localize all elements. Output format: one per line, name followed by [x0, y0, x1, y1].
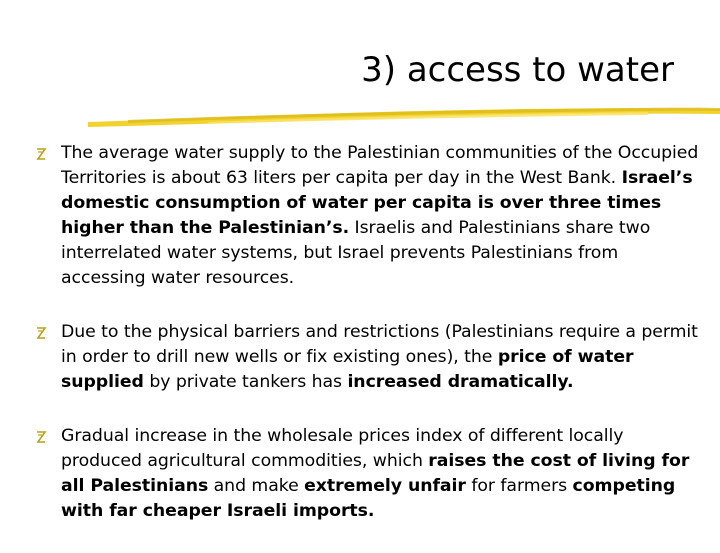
bullet-text: and make: [208, 476, 305, 496]
title-underline-brushstroke: [88, 100, 720, 130]
bullet-text: The average water supply to the Palestinian communities of the Occupied Territories is about 63 liters per capita per day in the West Bank.: [61, 143, 699, 188]
bullet-text-emphasis: price of water supplied: [61, 347, 634, 392]
slide-title: 3) access to water: [361, 50, 674, 90]
bullet-item: [32, 141, 702, 291]
bullet-text-emphasis: Israel’s domestic consumption of water per capita is over three times higher than the Palestinian’s.: [61, 168, 693, 238]
z-bullet-icon: [32, 141, 50, 166]
bullet-text: by private tankers has: [143, 372, 348, 392]
bullet-text: for farmers: [465, 476, 573, 496]
bullet-text: Israelis and Palestinians share two interrelated water systems, but Israel prevents Palestinians from accessing water resources.: [61, 218, 651, 288]
bullet-item: [32, 424, 702, 524]
z-bullet-icon: [32, 320, 50, 345]
bullet-text-emphasis: competing with far cheaper Israeli imports.: [61, 476, 676, 521]
bullet-item: [32, 320, 702, 395]
bullet-text: Due to the physical barriers and restrictions (Palestinians require a permit in order to drill new wells or fix existing ones), the: [61, 322, 698, 367]
bullet-text-emphasis: increased dramatically.: [347, 372, 574, 392]
bullet-list: [32, 141, 702, 553]
bullet-text-emphasis: raises the cost of living for all Palestinians: [61, 451, 690, 496]
bullet-text-emphasis: extremely unfair: [304, 476, 466, 496]
z-bullet-icon: [32, 424, 50, 449]
bullet-text: Gradual increase in the wholesale prices index of different locally produced agricultural commodities, which: [61, 426, 624, 471]
